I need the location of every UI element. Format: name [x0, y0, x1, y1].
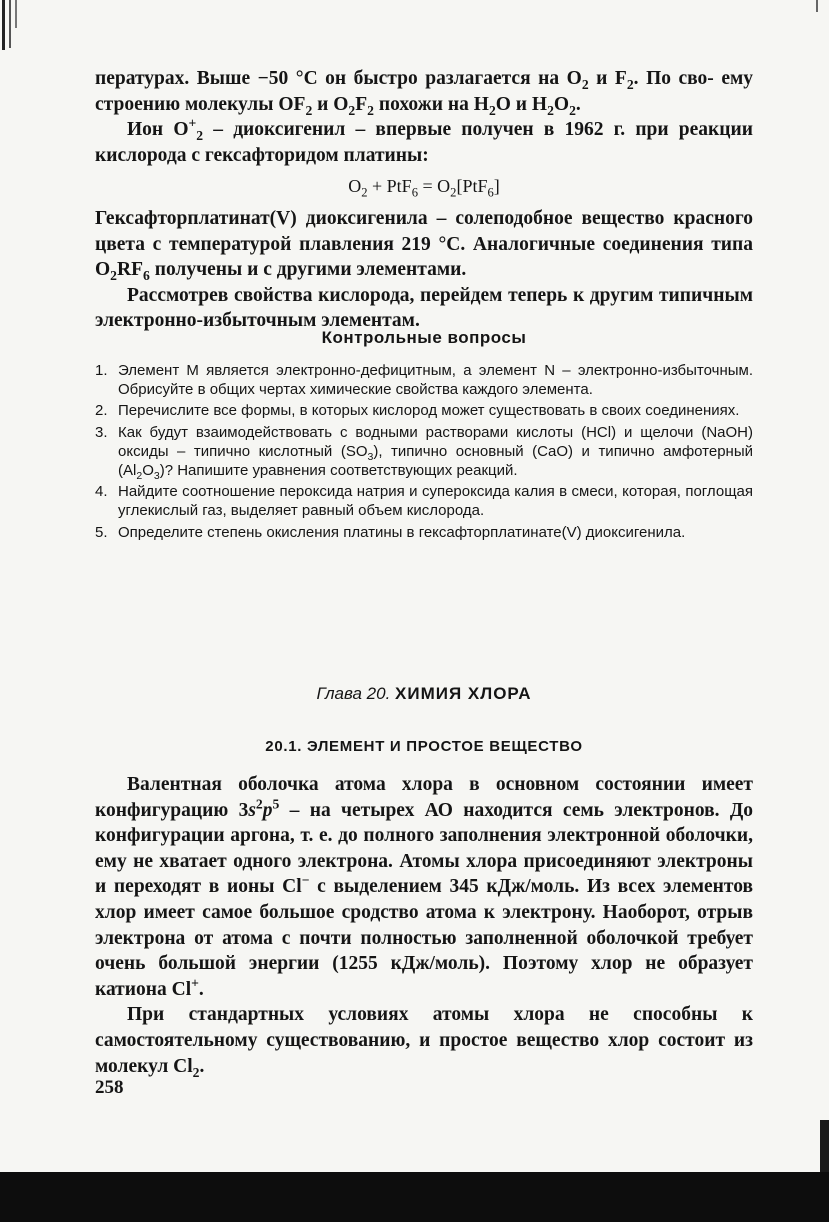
- scan-edge-right-top: [816, 0, 818, 12]
- reaction-equation: $O_2 + PtF_6 = O_2[PtF_6]$: [348, 176, 500, 200]
- paragraph-decomposition: пературах. Выше −50 °С он быстро разлагается на $O_2$ и $F_2$. По сво- ему строению молекулы $OF_2$ и $O_2F_2$ похожи на $H_2O$ и $H_2O_2$.: [95, 68, 753, 118]
- paragraph-transition: Рассмотрев свойства кислорода, перейдем теперь к другим типичным электронно-избыточным элементам.: [95, 284, 753, 332]
- paragraph-valence-shell: Валентная оболочка атома хлора в основном состоянии имеет конфигурацию $3s^2p^5$ – на четырех АО находится семь электронов. До конфигурации аргона, т. е. до полного заполнения электронной оболочки, ему не хватает одного электрона. Атомы хлора присоединяют электроны и переходят в ионы Cl− с выделением 345 кДж/моль. Из всех элементов хлор имеет самое большое сродство атома к электрону. Наоборот, отрыв электрона от атома с почти полностью заполненной оболочкой требует очень большой энергии (1255 кДж/моль). Поэтому хлор не образует катиона Cl+.: [95, 774, 753, 1000]
- paragraph-dioxygenyl: Ион $O^+_2$ – диоксигенил – впервые получен в 1962 г. при реакции кислорода с гексафторидом платины:: [95, 115, 753, 166]
- scan-shadow-bottom: [0, 1172, 829, 1222]
- chapter-label: Глава 20.: [316, 684, 391, 703]
- chapter-heading: [95, 684, 753, 704]
- questions-list: [95, 362, 753, 545]
- chapter-title: ХИМИЯ ХЛОРА: [395, 684, 532, 703]
- section-heading: 20.1. ЭЛЕМЕНТ И ПРОСТОЕ ВЕЩЕСТВО: [265, 738, 583, 755]
- chlorine-text: [95, 772, 753, 1079]
- question-item: 4. Найдите соотношение пероксида натрия и супероксида калия в смеси, которая, поглощая углекислый газ, выделяет равный объем кислорода.: [95, 483, 753, 519]
- question-item: 1. Элемент M является электронно-дефицитным, а элемент N – электронно-избыточным. Обрисуйте в общих чертах химические свойства каждого элемента.: [95, 362, 753, 398]
- questions-heading: Контрольные вопросы: [321, 328, 527, 347]
- paragraph-standard-conditions: При стандартных условиях атомы хлора не способны к самостоятельному существованию, и простое вещество хлор состоит из молекул $Cl_2$.: [95, 1004, 753, 1080]
- scan-edge-right-bottom: [820, 1120, 829, 1172]
- question-item: 2. Перечислите все формы, в которых кислород может существовать в своих соединениях.: [95, 402, 740, 420]
- intro-text: [95, 66, 753, 334]
- page-number: 258: [95, 1077, 124, 1098]
- question-item: 3. Как будут взаимодействовать с водными растворами кислоты (HCl) и щелочи (NaOH) оксиды – типично кислотный $(SO_3)$, типично основный (CaO) и типично амфотерный $(Al_2O_3)$? Напишите уравнения соответствующих реакций.: [95, 424, 754, 482]
- question-item: 5. Определите степень окисления платины в гексафторплатинате(V) диоксигенила.: [95, 523, 686, 541]
- paragraph-hexafluoroplatinate: Гексафторплатинат(V) диоксигенила – солеподобное вещество красного цвета с температурой плавления 219 °С. Аналогичные соединения типа $O_2RF_6$ получены и с другими элементами.: [95, 207, 753, 284]
- scan-edge-left: [0, 0, 18, 55]
